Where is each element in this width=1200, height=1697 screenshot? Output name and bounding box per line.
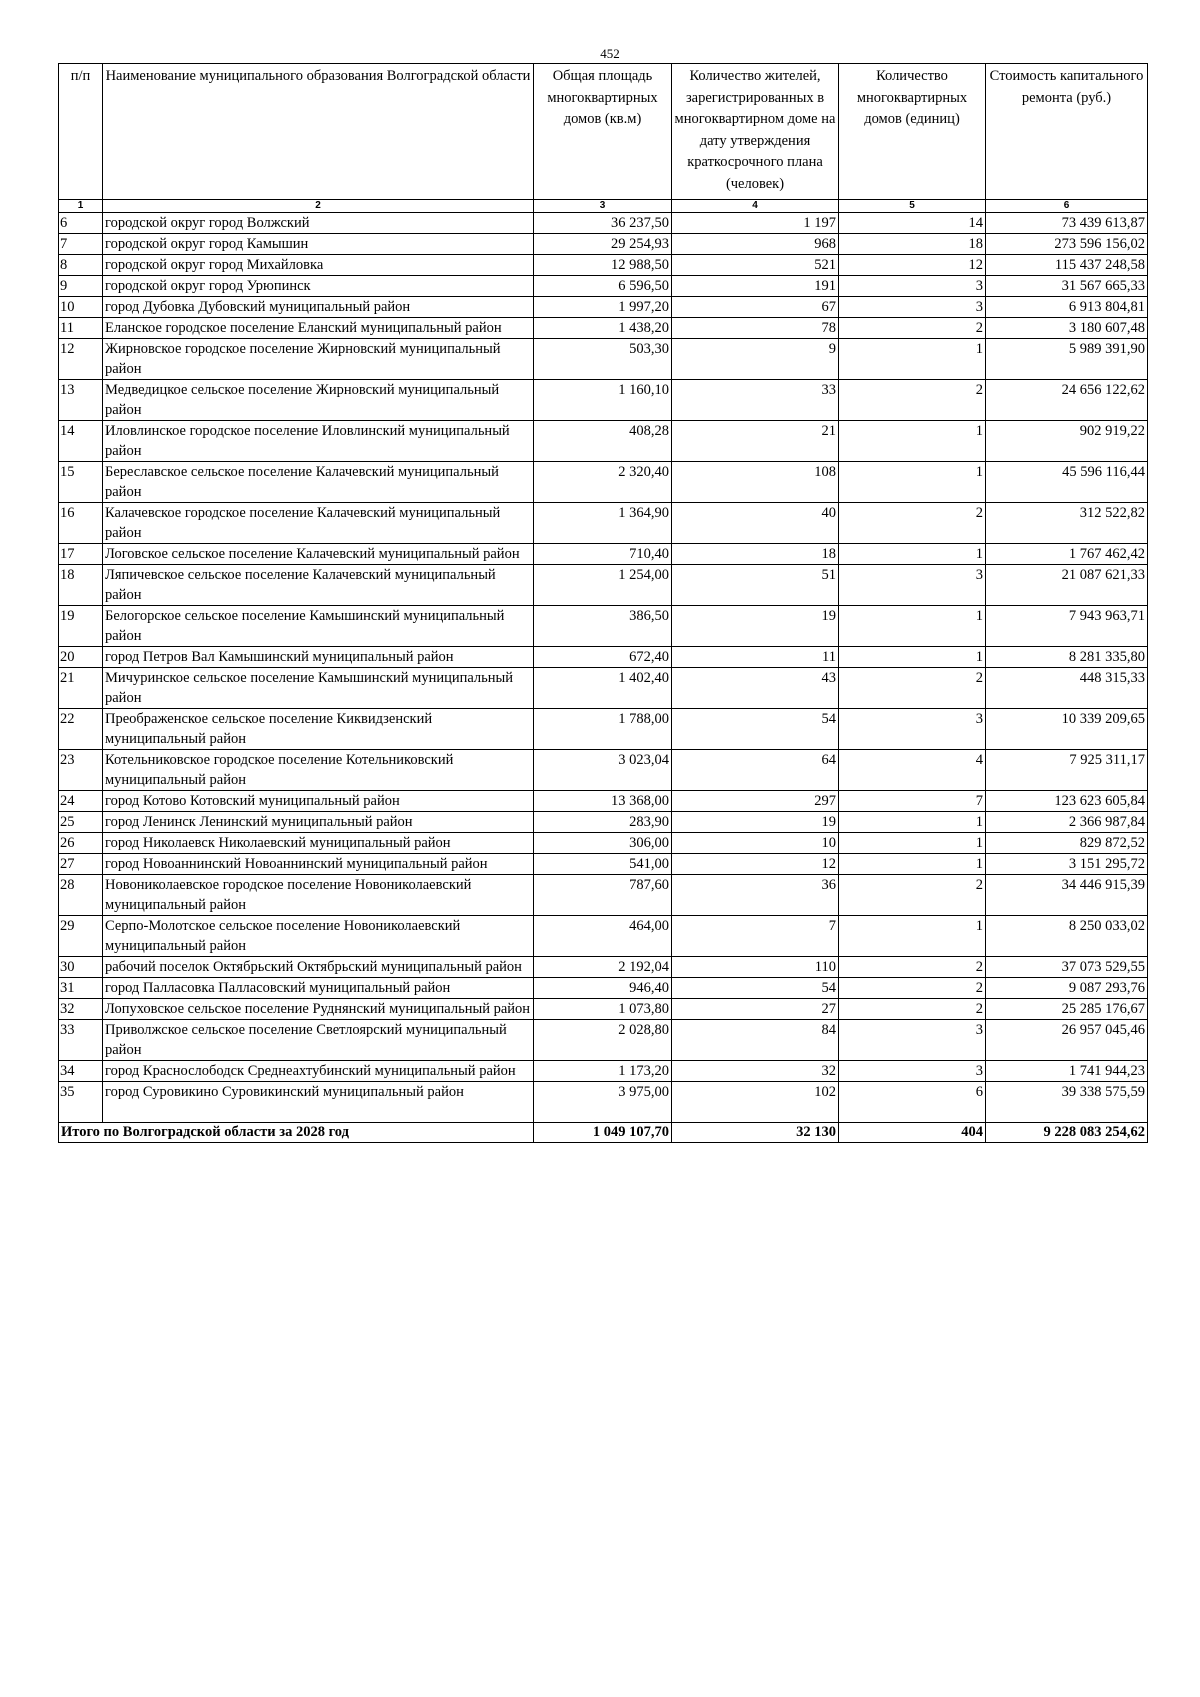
table-row [59,462,1148,503]
houses-count: 1 [839,421,986,462]
residents-count: 67 [672,297,839,318]
table-row [59,276,1148,297]
table-row [59,916,1148,957]
header-num: п/п [59,64,103,200]
total-area: 946,40 [534,978,672,999]
residents-count: 33 [672,380,839,421]
houses-count: 2 [839,503,986,544]
total-area: 1 173,20 [534,1061,672,1082]
houses-count: 2 [839,999,986,1020]
row-number: 20 [59,647,103,668]
repair-cost: 34 446 915,39 [986,875,1148,916]
houses-count: 2 [839,957,986,978]
row-number: 34 [59,1061,103,1082]
column-number: 5 [839,200,986,213]
header-row [59,64,1148,200]
houses-count: 7 [839,791,986,812]
houses-count: 2 [839,978,986,999]
residents-count: 18 [672,544,839,565]
total-cost: 9 228 083 254,62 [986,1123,1148,1143]
municipality-name: город Николаевск Николаевский муниципальный район [103,833,534,854]
repair-cost: 273 596 156,02 [986,234,1148,255]
repair-cost: 6 913 804,81 [986,297,1148,318]
column-number: 1 [59,200,103,213]
residents-count: 64 [672,750,839,791]
repair-cost: 8 250 033,02 [986,916,1148,957]
repair-cost: 25 285 176,67 [986,999,1148,1020]
houses-count: 3 [839,1020,986,1061]
row-number: 31 [59,978,103,999]
total-area: 1 160,10 [534,380,672,421]
municipality-name: Новониколаевское городское поселение Новониколаевский муниципальный район [103,875,534,916]
row-number: 10 [59,297,103,318]
repair-cost: 7 925 311,17 [986,750,1148,791]
houses-count: 1 [839,462,986,503]
header-area: Общая площадь многоквартирных домов (кв.м) [534,64,672,200]
total-area: 672,40 [534,647,672,668]
table-row [59,978,1148,999]
residents-count: 19 [672,606,839,647]
table-row [59,380,1148,421]
residents-count: 43 [672,668,839,709]
total-area: 3 975,00 [534,1082,672,1123]
repair-cost: 5 989 391,90 [986,339,1148,380]
municipality-name: городской округ город Михайловка [103,255,534,276]
total-area: 1 049 107,70 [534,1123,672,1143]
row-number: 7 [59,234,103,255]
houses-count: 1 [839,833,986,854]
municipality-name: город Дубовка Дубовский муниципальный район [103,297,534,318]
row-number: 14 [59,421,103,462]
municipality-name: Калачевское городское поселение Калачевский муниципальный район [103,503,534,544]
table-row [59,565,1148,606]
residents-count: 54 [672,709,839,750]
houses-count: 2 [839,380,986,421]
residents-count: 11 [672,647,839,668]
table-row [59,833,1148,854]
municipality-name: Котельниковское городское поселение Котельниковский муниципальный район [103,750,534,791]
page-number: 452 [600,46,620,61]
houses-count: 2 [839,668,986,709]
capital-repair-table [58,63,1148,1143]
repair-cost: 115 437 248,58 [986,255,1148,276]
row-number: 8 [59,255,103,276]
total-area: 541,00 [534,854,672,875]
residents-count: 19 [672,812,839,833]
houses-count: 1 [839,812,986,833]
total-area: 787,60 [534,875,672,916]
houses-count: 18 [839,234,986,255]
repair-cost: 31 567 665,33 [986,276,1148,297]
total-area: 2 192,04 [534,957,672,978]
row-number: 28 [59,875,103,916]
municipality-name: Логовское сельское поселение Калачевский муниципальный район [103,544,534,565]
table-row [59,647,1148,668]
repair-cost: 8 281 335,80 [986,647,1148,668]
residents-count: 9 [672,339,839,380]
total-houses: 404 [839,1123,986,1143]
table-row [59,503,1148,544]
total-area: 283,90 [534,812,672,833]
residents-count: 1 197 [672,213,839,234]
houses-count: 3 [839,709,986,750]
repair-cost: 2 366 987,84 [986,812,1148,833]
residents-count: 12 [672,854,839,875]
column-number: 6 [986,200,1148,213]
municipality-name: Медведицкое сельское поселение Жирновский муниципальный район [103,380,534,421]
residents-count: 7 [672,916,839,957]
repair-cost: 123 623 605,84 [986,791,1148,812]
residents-count: 27 [672,999,839,1020]
total-area: 13 368,00 [534,791,672,812]
total-area: 1 997,20 [534,297,672,318]
total-area: 29 254,93 [534,234,672,255]
total-row [59,1123,1148,1143]
houses-count: 2 [839,318,986,339]
houses-count: 1 [839,339,986,380]
total-area: 6 596,50 [534,276,672,297]
table-row [59,1061,1148,1082]
row-number: 16 [59,503,103,544]
total-area: 1 254,00 [534,565,672,606]
row-number: 19 [59,606,103,647]
row-number: 18 [59,565,103,606]
residents-count: 968 [672,234,839,255]
houses-count: 1 [839,854,986,875]
total-area: 12 988,50 [534,255,672,276]
total-area: 1 364,90 [534,503,672,544]
table-row [59,1020,1148,1061]
houses-count: 12 [839,255,986,276]
total-area: 710,40 [534,544,672,565]
municipality-name: город Суровикино Суровикинский муниципальный район [103,1082,534,1123]
total-area: 503,30 [534,339,672,380]
municipality-name: рабочий поселок Октябрьский Октябрьский муниципальный район [103,957,534,978]
residents-count: 10 [672,833,839,854]
houses-count: 1 [839,916,986,957]
row-number: 11 [59,318,103,339]
municipality-name: город Петров Вал Камышинский муниципальный район [103,647,534,668]
residents-count: 32 [672,1061,839,1082]
repair-cost: 448 315,33 [986,668,1148,709]
header-residents: Количество жителей, зарегистрированных в многоквартирном доме на дату утверждения краткосрочного плана (человек) [672,64,839,200]
repair-cost: 45 596 116,44 [986,462,1148,503]
total-area: 36 237,50 [534,213,672,234]
total-area: 3 023,04 [534,750,672,791]
row-number: 9 [59,276,103,297]
municipality-name: Серпо-Молотское сельское поселение Новониколаевский муниципальный район [103,916,534,957]
repair-cost: 39 338 575,59 [986,1082,1148,1123]
residents-count: 36 [672,875,839,916]
column-number: 4 [672,200,839,213]
row-number: 21 [59,668,103,709]
table-row [59,957,1148,978]
total-label: Итого по Волгоградской области за 2028 год [59,1123,534,1143]
repair-cost: 3 180 607,48 [986,318,1148,339]
repair-cost: 37 073 529,55 [986,957,1148,978]
municipality-name: городской округ город Камышин [103,234,534,255]
table-row [59,213,1148,234]
row-number: 29 [59,916,103,957]
row-number: 24 [59,791,103,812]
table-body [59,213,1148,1123]
table-row [59,1082,1148,1123]
header-cost: Стоимость капитального ремонта (руб.) [986,64,1148,200]
municipality-name: Ляпичевское сельское поселение Калачевский муниципальный район [103,565,534,606]
repair-cost: 1 767 462,42 [986,544,1148,565]
repair-cost: 73 439 613,87 [986,213,1148,234]
table-row [59,854,1148,875]
municipality-name: город Котово Котовский муниципальный район [103,791,534,812]
municipality-name: Белогорское сельское поселение Камышинский муниципальный район [103,606,534,647]
total-area: 408,28 [534,421,672,462]
residents-count: 21 [672,421,839,462]
residents-count: 84 [672,1020,839,1061]
row-number: 30 [59,957,103,978]
total-area: 386,50 [534,606,672,647]
row-number: 6 [59,213,103,234]
residents-count: 108 [672,462,839,503]
column-number: 3 [534,200,672,213]
residents-count: 102 [672,1082,839,1123]
municipality-name: Преображенское сельское поселение Киквидзенский муниципальный район [103,709,534,750]
municipality-name: Приволжское сельское поселение Светлоярский муниципальный район [103,1020,534,1061]
total-area: 1 073,80 [534,999,672,1020]
residents-count: 297 [672,791,839,812]
houses-count: 4 [839,750,986,791]
table-row [59,750,1148,791]
houses-count: 14 [839,213,986,234]
residents-count: 521 [672,255,839,276]
municipality-name: городской округ город Волжский [103,213,534,234]
total-area: 1 402,40 [534,668,672,709]
municipality-name: город Ленинск Ленинский муниципальный район [103,812,534,833]
repair-cost: 1 741 944,23 [986,1061,1148,1082]
row-number: 13 [59,380,103,421]
row-number: 35 [59,1082,103,1123]
houses-count: 2 [839,875,986,916]
table-row [59,297,1148,318]
municipality-name: Береславское сельское поселение Калачевский муниципальный район [103,462,534,503]
repair-cost: 7 943 963,71 [986,606,1148,647]
residents-count: 51 [672,565,839,606]
total-area: 2 028,80 [534,1020,672,1061]
row-number: 23 [59,750,103,791]
municipality-name: Иловлинское городское поселение Иловлинский муниципальный район [103,421,534,462]
table-row [59,544,1148,565]
municipality-name: город Краснослободск Среднеахтубинский муниципальный район [103,1061,534,1082]
table-row [59,999,1148,1020]
total-residents: 32 130 [672,1123,839,1143]
column-number: 2 [103,200,534,213]
municipality-name: Лопуховское сельское поселение Руднянский муниципальный район [103,999,534,1020]
municipality-name: город Палласовка Палласовский муниципальный район [103,978,534,999]
repair-cost: 21 087 621,33 [986,565,1148,606]
repair-cost: 9 087 293,76 [986,978,1148,999]
table-row [59,668,1148,709]
repair-cost: 24 656 122,62 [986,380,1148,421]
residents-count: 54 [672,978,839,999]
row-number: 27 [59,854,103,875]
repair-cost: 829 872,52 [986,833,1148,854]
houses-count: 3 [839,276,986,297]
total-area: 1 438,20 [534,318,672,339]
houses-count: 3 [839,565,986,606]
municipality-name: Жирновское городское поселение Жирновский муниципальный район [103,339,534,380]
municipality-name: Еланское городское поселение Еланский муниципальный район [103,318,534,339]
municipality-name: Мичуринское сельское поселение Камышинский муниципальный район [103,668,534,709]
repair-cost: 902 919,22 [986,421,1148,462]
total-area: 1 788,00 [534,709,672,750]
table-row [59,255,1148,276]
row-number: 26 [59,833,103,854]
houses-count: 3 [839,297,986,318]
row-number: 17 [59,544,103,565]
total-area: 306,00 [534,833,672,854]
total-area: 464,00 [534,916,672,957]
table-row [59,791,1148,812]
municipality-name: город Новоаннинский Новоаннинский муниципальный район [103,854,534,875]
header-name: Наименование муниципального образования Волгоградской области [103,64,534,200]
row-number: 25 [59,812,103,833]
residents-count: 191 [672,276,839,297]
table-row [59,875,1148,916]
table-row [59,318,1148,339]
column-numbers-row [59,200,1148,213]
residents-count: 78 [672,318,839,339]
residents-count: 110 [672,957,839,978]
table-row [59,606,1148,647]
table-row [59,234,1148,255]
row-number: 22 [59,709,103,750]
repair-cost: 312 522,82 [986,503,1148,544]
repair-cost: 26 957 045,46 [986,1020,1148,1061]
repair-cost: 10 339 209,65 [986,709,1148,750]
header-houses: Количество многоквартирных домов (единиц) [839,64,986,200]
residents-count: 40 [672,503,839,544]
table-row [59,709,1148,750]
row-number: 12 [59,339,103,380]
row-number: 33 [59,1020,103,1061]
total-area: 2 320,40 [534,462,672,503]
houses-count: 6 [839,1082,986,1123]
row-number: 32 [59,999,103,1020]
row-number: 15 [59,462,103,503]
houses-count: 1 [839,544,986,565]
table-row [59,339,1148,380]
municipality-name: городской округ город Урюпинск [103,276,534,297]
table-row [59,812,1148,833]
houses-count: 1 [839,647,986,668]
table-row [59,421,1148,462]
houses-count: 3 [839,1061,986,1082]
houses-count: 1 [839,606,986,647]
repair-cost: 3 151 295,72 [986,854,1148,875]
